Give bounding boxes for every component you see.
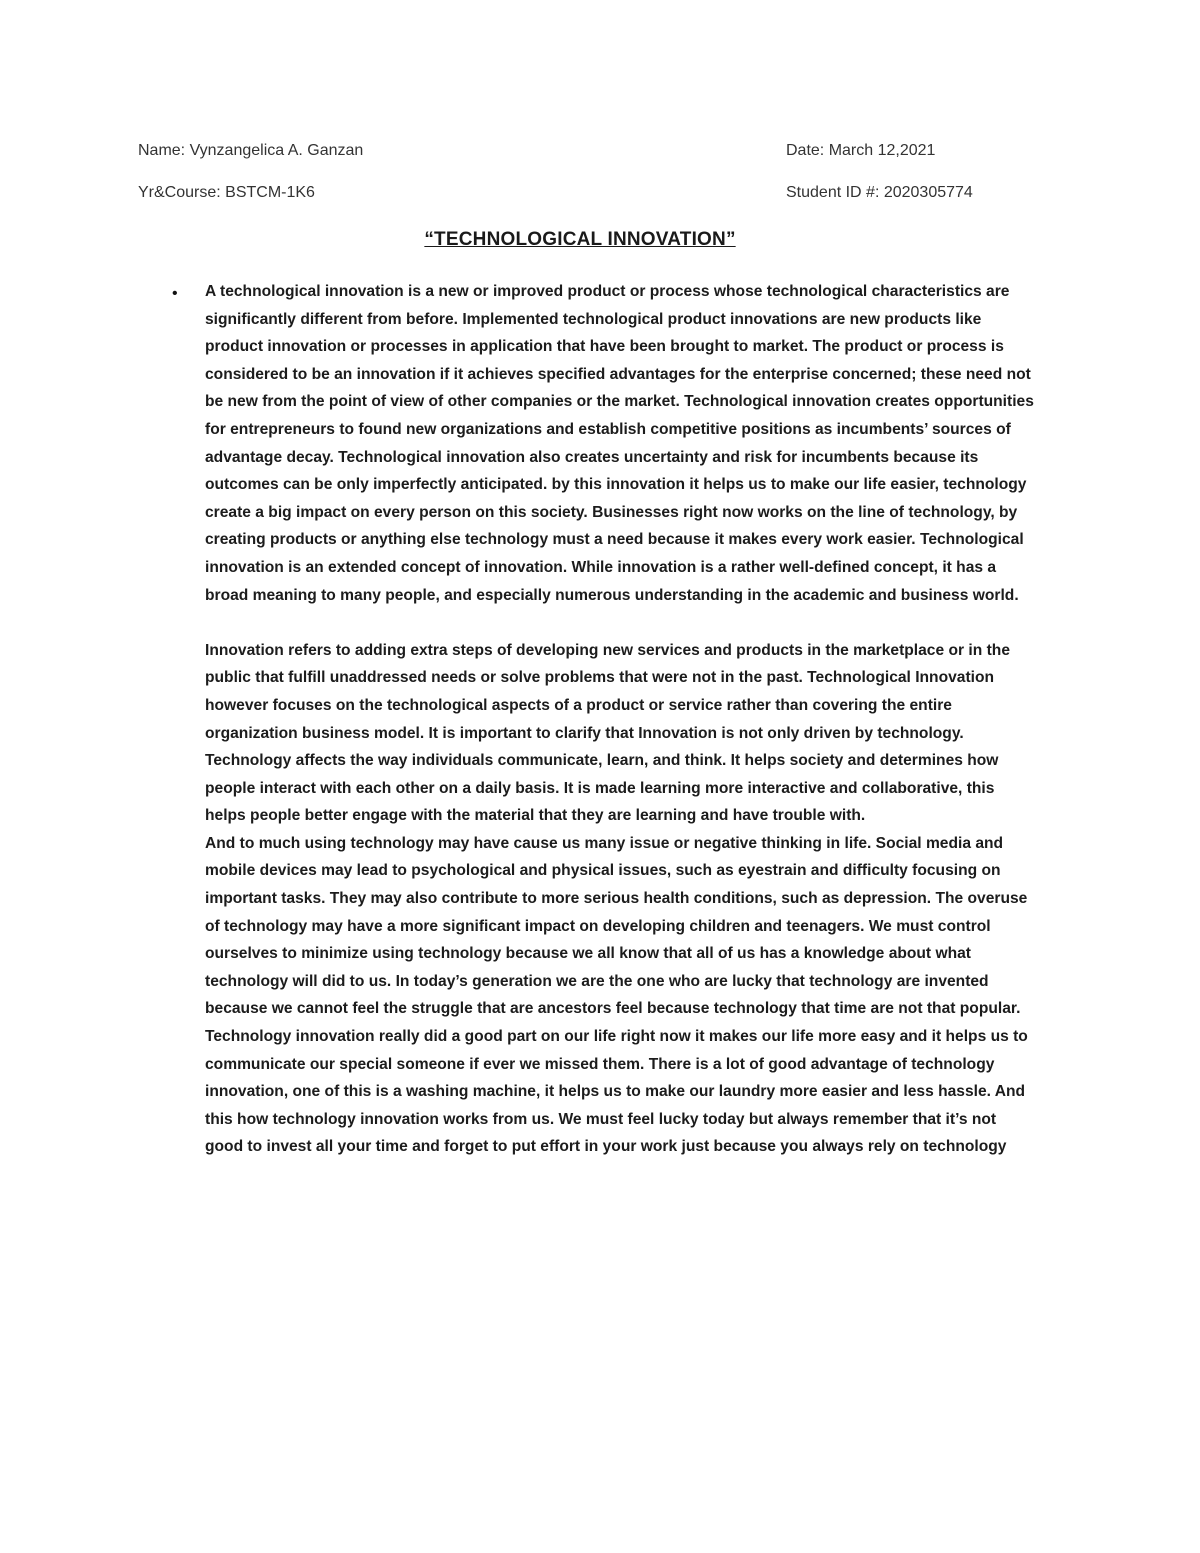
paragraph-2: Innovation refers to adding extra steps of developing new services and products in the marketplace or in the public that fulfill unaddressed needs or solve problems that were not in the past. Technological Innovation however focuses on the technological aspects of a product or service rather than covering the entire organization business model. It is important to clarify that Innovation is not only driven by technology. Technology affects the way individuals communicate, learn, and think. It helps society and determines how people interact with each other on a daily basis. It is made learning more interactive and collaborative, this helps people better engage with the material that they are learning and have trouble with. [205,641,1010,825]
bullet-icon: • [172,285,178,302]
student-id: Student ID #: 2020305774 [786,184,973,201]
document-title: “TECHNOLOGICAL INNOVATION” [424,229,736,250]
student-name: Name: Vynzangelica A. Ganzan [138,142,364,159]
paragraph-3: And to much using technology may have cause us many issue or negative thinking in life. Social media and mobile devices may lead to psychological and physical issues, such as eyestrain and difficulty focusing on important tasks. They may also contribute to more serious health conditions, such as depression. The overuse of technology may have a more significant impact on developing children and teenagers. We must control ourselves to minimize using technology because we all know that all of us has a knowledge about what technology will did to us. In today’s generation we are the one who are lucky that technology are invented because we cannot feel the struggle that are ancestors feel because technology that time are not that popular. Technology innovation really did a good part on our life right now it makes our life more easy and it helps us to communicate our special someone if ever we missed them. There is a lot of good advantage of technology innovation, one of this is a washing machine, it helps us to make our laundry more easier and less hassle. And this how technology innovation works from us. We must feel lucky today but always remember that it’s not good to invest all your time and forget to put effort in your work just because you always rely on technology [205,834,1028,1156]
document-body [205,278,1035,1161]
paragraph-1: A technological innovation is a new or improved product or process whose technological characteristics are significantly different from before. Implemented technological product innovations are new products like product innovation or processes in application that have been brought to market. The product or process is considered to be an innovation if it achieves specified advantages for the enterprise concerned; these need not be new from the point of view of other companies or the market. Technological innovation creates opportunities for entrepreneurs to found new organizations and establish competitive positions as incumbents’ sources of advantage decay. Technological innovation also creates uncertainty and risk for incumbents because its outcomes can be only imperfectly anticipated. by this innovation it helps us to make our life easier, technology create a big impact on every person on this society. Businesses right now works on the line of technology, by creating products or anything else technology must a need because it makes every work easier. Technological innovation is an extended concept of innovation. While innovation is a rather well-defined concept, it has a broad meaning to many people, and especially numerous understanding in the academic and business world. [205,283,1034,604]
year-course: Yr&Course: BSTCM-1K6 [138,184,315,201]
document-date: Date: March 12,2021 [786,142,936,159]
